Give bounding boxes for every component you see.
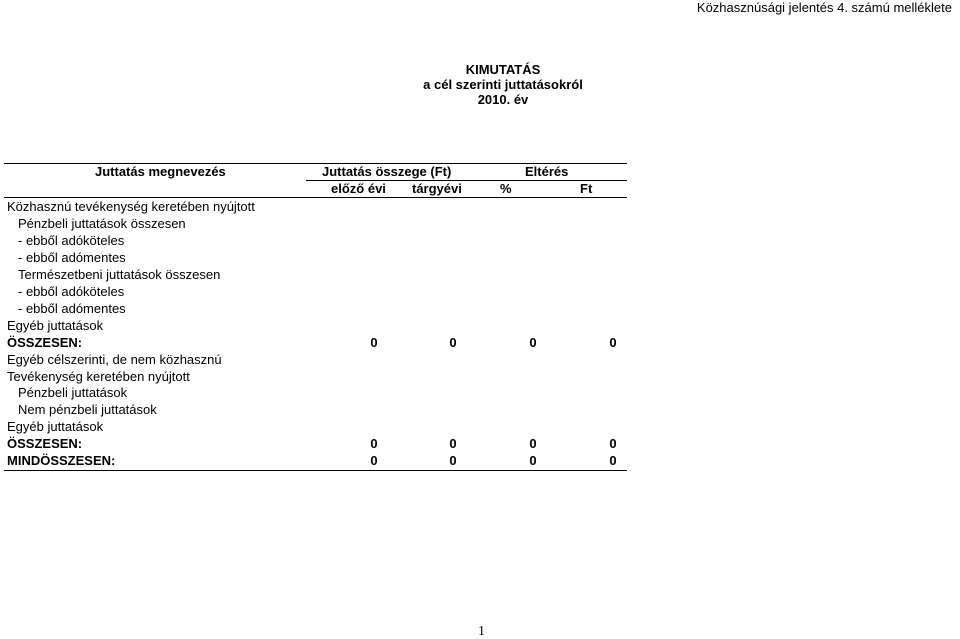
col-header-name: Juttatás megnevezés — [95, 164, 226, 179]
header-bottom-line — [4, 197, 627, 198]
row-label: ÖSSZESEN: — [7, 334, 83, 350]
row-label: ÖSSZESEN: — [7, 436, 83, 452]
row-label: Egyéb juttatások — [7, 317, 104, 333]
row-value: 0 — [529, 334, 537, 350]
row-value: 0 — [449, 436, 457, 452]
col-header-pct: % — [500, 181, 512, 196]
row-value: 0 — [609, 334, 617, 350]
title-line-2: a cél szerinti juttatásokról — [423, 77, 583, 92]
page-number: 1 — [478, 624, 485, 639]
row-value: 0 — [370, 453, 378, 469]
title-line-1: KIMUTATÁS — [465, 62, 541, 77]
row-value: 0 — [370, 334, 378, 350]
row-value: 0 — [529, 453, 537, 469]
row-label: Közhasznú tevékenység keretében nyújtott — [7, 199, 255, 214]
row-label: - ebből adóköteles — [18, 283, 125, 299]
col-header-prev: előző évi — [331, 181, 386, 196]
col-header-curr: tárgyévi — [412, 181, 462, 196]
row-label: Egyéb célszerinti, de nem közhasznú — [7, 351, 222, 367]
row-label: Tevékenység keretében nyújtott — [7, 368, 190, 384]
row-value: 0 — [449, 334, 457, 350]
col-header-diff: Eltérés — [525, 164, 569, 179]
document-title — [0, 62, 960, 107]
row-value: 0 — [449, 453, 457, 469]
header-note: Közhasznúsági jelentés 4. számú melléklete — [696, 0, 952, 15]
row-value: 0 — [609, 453, 617, 469]
row-label: Pénzbeli juttatások — [18, 385, 128, 401]
row-label: Egyéb juttatások — [7, 419, 104, 435]
col-header-ft: Ft — [580, 181, 593, 196]
row-value: 0 — [609, 436, 617, 452]
row-label: Természetbeni juttatások összesen — [18, 266, 221, 282]
row-label: - ebből adómentes — [18, 249, 126, 265]
row-label: MINDÖSSZESEN: — [7, 453, 116, 469]
row-label: - ebből adóköteles — [18, 232, 125, 248]
row-value: 0 — [370, 436, 378, 452]
table-bottom-line — [4, 470, 627, 471]
row-label: - ebből adómentes — [18, 300, 126, 316]
col-header-amount: Juttatás összege (Ft) — [322, 164, 452, 179]
row-label: Nem pénzbeli juttatások — [18, 402, 157, 418]
row-value: 0 — [529, 436, 537, 452]
row-label: Pénzbeli juttatások összesen — [18, 215, 186, 231]
title-line-3: 2010. év — [477, 92, 529, 107]
